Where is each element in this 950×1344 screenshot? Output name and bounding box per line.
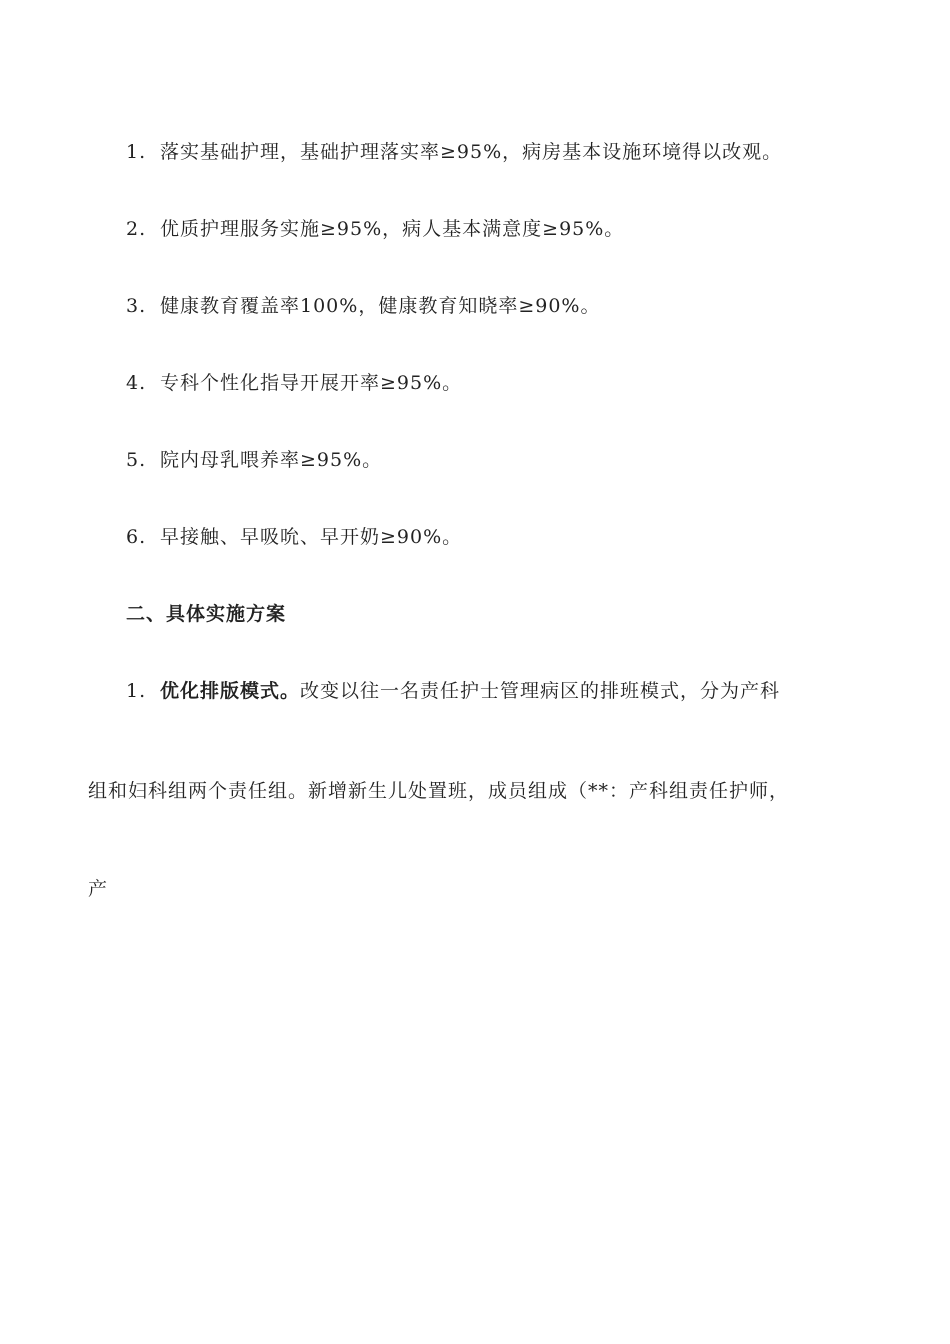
plan-item-1-line-2: 组和妇科组两个责任组。新增新生儿处置班，成员组成（**：产科组责任护师， bbox=[88, 780, 790, 802]
plan-item-1-text: 改变以往一名责任护士管理病区的排班模式，分为产科 bbox=[300, 680, 781, 702]
target-item-4-number: 4. bbox=[126, 372, 147, 394]
section-heading: 二、具体实施方案 bbox=[126, 603, 287, 625]
target-item-3-number: 3. bbox=[126, 295, 147, 317]
plan-item-1-line-1 bbox=[126, 679, 780, 703]
target-item-3-text: 健康教育覆盖率100%，健康教育知晓率≥90%。 bbox=[160, 295, 601, 317]
target-item-2-text: 优质护理服务实施≥95%，病人基本满意度≥95%。 bbox=[160, 218, 625, 240]
target-item-6-number: 6. bbox=[126, 526, 147, 548]
target-item-1-text: 落实基础护理，基础护理落实率≥95%，病房基本设施环境得以改观。 bbox=[160, 141, 783, 163]
plan-item-1-lead: 优化排版模式。 bbox=[160, 680, 301, 702]
target-item-2 bbox=[126, 217, 624, 241]
target-item-4 bbox=[126, 371, 462, 395]
target-item-3 bbox=[126, 294, 600, 318]
target-item-5-text: 院内母乳喂养率≥95%。 bbox=[160, 449, 383, 471]
target-item-6-text: 早接触、早吸吮、早开奶≥90%。 bbox=[160, 526, 463, 548]
plan-item-1-number: 1. bbox=[126, 680, 147, 702]
plan-item-1-line-3: 产 bbox=[88, 878, 109, 900]
target-item-2-number: 2. bbox=[126, 218, 147, 240]
target-item-5 bbox=[126, 448, 382, 472]
target-item-4-text: 专科个性化指导开展开率≥95%。 bbox=[160, 372, 463, 394]
target-item-1 bbox=[126, 140, 782, 164]
target-item-5-number: 5. bbox=[126, 449, 147, 471]
target-item-1-number: 1. bbox=[126, 141, 147, 163]
target-item-6 bbox=[126, 525, 462, 549]
